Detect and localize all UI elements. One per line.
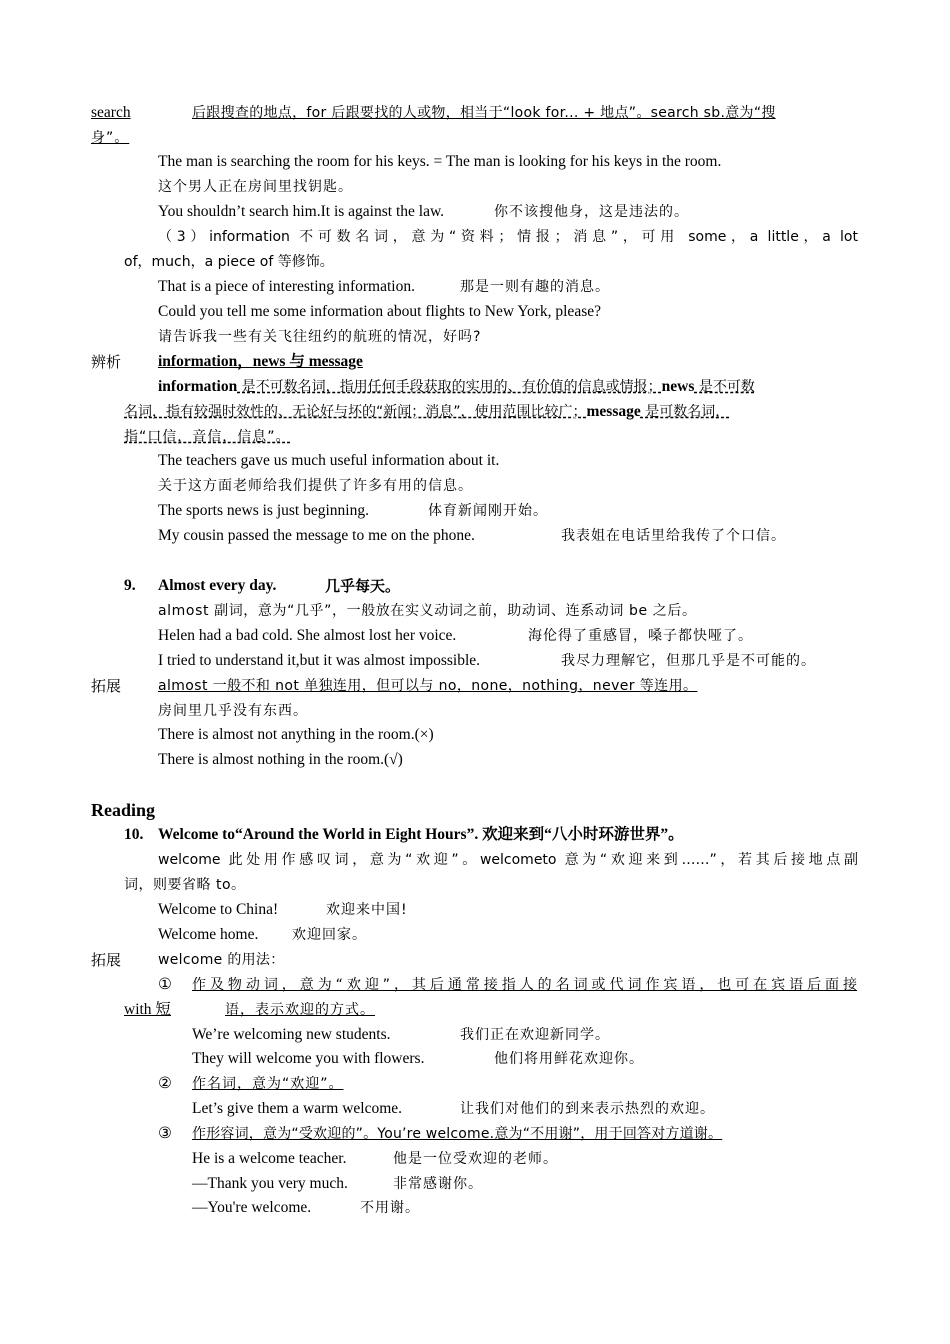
usage-3-example-3-zh: 不用谢。 xyxy=(360,1200,420,1216)
bianxi-title: information，news 与 message xyxy=(158,353,363,370)
term-message: message xyxy=(586,403,641,420)
bianxi-body-1 xyxy=(158,377,858,397)
usage-1-desc-2a: with 短 xyxy=(124,1001,171,1018)
bianxi-body-3: 指“口信，音信，信息”。 xyxy=(124,429,291,445)
bianxi-example-3-zh: 我表姐在电话里给我传了个口信。 xyxy=(561,528,786,544)
section-heading-reading: Reading xyxy=(91,800,156,820)
bianxi-body-1-text-b: 是不可数 xyxy=(694,379,755,395)
welcome-example-2-en: Welcome home. xyxy=(158,926,259,943)
bianxi-body-2-text-a: 名词，指有较强时效性的、无论好与坏的“新闻；消息”，使用范围比较广； xyxy=(124,404,587,420)
usage-1-example-1-en: We’re welcoming new students. xyxy=(192,1026,391,1043)
usage-1-desc-1: 作及物动词，意为“欢迎”，其后通常接指人的名词或代词作宾语，也可在宾语后面接 xyxy=(192,977,857,993)
usage-3-example-1-en: He is a welcome teacher. xyxy=(192,1150,347,1167)
item-10-number: 10. xyxy=(124,826,144,843)
item-9-number: 9. xyxy=(124,577,136,594)
information-example-2-zh: 请告诉我一些有关飞往纽约的航班的情况，好吗? xyxy=(158,329,482,345)
bianxi-body-2-text-b: 是可数名词， xyxy=(640,404,730,420)
bianxi-body-2 xyxy=(124,402,729,422)
term-search: search xyxy=(91,104,131,121)
usage-3-example-3-en: —You're welcome. xyxy=(192,1199,312,1216)
usage-1-example-1-zh: 我们正在欢迎新同学。 xyxy=(460,1027,610,1043)
almost-extension-example-right: There is almost nothing in the room.(√) xyxy=(158,751,403,768)
information-desc-2: of，much，a piece of 等修饰。 xyxy=(124,254,334,270)
almost-extension-zh: 房间里几乎没有东西。 xyxy=(158,703,308,719)
welcome-example-2-zh: 欢迎回家。 xyxy=(292,927,367,943)
almost-example-1-en: Helen had a bad cold. She almost lost her voice. xyxy=(158,627,457,644)
tuozhan-label-welcome: 拓展 xyxy=(91,951,122,969)
search-example-2-en: You shouldn’t search him.It is against the law. xyxy=(158,203,445,220)
search-example-1-en: The man is searching the room for his keys. = The man is looking for his keys in the room. xyxy=(158,153,722,170)
information-desc-1: （3）information 不可数名词，意为“资料；情报；消息”，可用 some，a little，a lot xyxy=(158,229,858,245)
almost-example-2-zh: 我尽力理解它，但那几乎是不可能的。 xyxy=(561,653,816,669)
information-example-1-zh: 那是一则有趣的消息。 xyxy=(460,279,610,295)
welcome-desc-1: welcome 此处用作感叹词，意为“欢迎”。welcometo 意为“欢迎来到……”，若其后接地点副 xyxy=(158,852,858,868)
bianxi-example-3-en: My cousin passed the message to me on the phone. xyxy=(158,527,475,544)
bianxi-example-1-en: The teachers gave us much useful information about it. xyxy=(158,452,500,469)
welcome-desc-2: 词，则要省略 to。 xyxy=(124,877,246,893)
item-9-title-zh: 几乎每天。 xyxy=(325,577,401,595)
bianxi-example-2-zh: 体育新闻刚开始。 xyxy=(428,503,548,519)
usage-1-marker: ① xyxy=(158,976,172,993)
almost-example-1-zh: 海伦得了重感冒，嗓子都快哑了。 xyxy=(528,628,753,644)
almost-example-2-en: I tried to understand it,but it was almost impossible. xyxy=(158,652,481,669)
information-example-2-en: Could you tell me some information about flights to New York, please? xyxy=(158,303,601,320)
usage-2-desc: 作名词，意为“欢迎”。 xyxy=(192,1076,344,1092)
almost-desc: almost 副词，意为“几乎”，一般放在实义动词之前，助动词、连系动词 be 之后。 xyxy=(158,603,697,619)
item-10-title: Welcome to“Around the World in Eight Hours”. 欢迎来到“八小时环游世界”。 xyxy=(158,826,684,843)
usage-3-example-1-zh: 他是一位受欢迎的老师。 xyxy=(393,1151,558,1167)
search-example-2-zh: 你不该搜他身，这是违法的。 xyxy=(494,204,689,220)
tuozhan-label-almost: 拓展 xyxy=(91,677,122,695)
welcome-example-1-en: Welcome to China! xyxy=(158,901,279,918)
usage-3-desc: 作形容词，意为“受欢迎的”。You’re welcome.意为“不用谢”，用于回答对方道谢。 xyxy=(192,1126,723,1142)
almost-extension-example-wrong: There is almost not anything in the room.(×) xyxy=(158,726,434,743)
bianxi-example-1-zh: 关于这方面老师给我们提供了许多有用的信息。 xyxy=(158,478,473,494)
item-9-title-en: Almost every day. xyxy=(158,577,277,594)
usage-3-example-2-zh: 非常感谢你。 xyxy=(393,1176,483,1192)
term-news: news xyxy=(661,378,695,395)
welcome-example-1-zh: 欢迎来中国! xyxy=(326,902,408,918)
information-example-1-en: That is a piece of interesting information. xyxy=(158,278,415,295)
search-desc-1: 后跟搜查的地点，for 后跟要找的人或物，相当于“look for... + 地点”。search sb.意为“搜 xyxy=(192,105,776,121)
usage-1-desc-2b: 语，表示欢迎的方式。 xyxy=(225,1002,375,1018)
usage-3-example-2-en: —Thank you very much. xyxy=(192,1175,348,1192)
usage-2-example-en: Let’s give them a warm welcome. xyxy=(192,1100,403,1117)
usage-3-marker: ③ xyxy=(158,1125,172,1142)
usage-2-example-zh: 让我们对他们的到来表示热烈的欢迎。 xyxy=(460,1101,715,1117)
usage-1-example-2-en: They will welcome you with flowers. xyxy=(192,1050,425,1067)
usage-2-marker: ② xyxy=(158,1075,172,1092)
term-information: information xyxy=(158,378,238,395)
bianxi-body-1-text-a: 是不可数名词，指用任何手段获取的实用的、有价值的信息或情报； xyxy=(237,379,662,395)
almost-extension-rule: almost 一般不和 not 单独连用，但可以与 no，none，nothing，never 等连用。 xyxy=(158,678,698,694)
welcome-usage-intro: welcome 的用法： xyxy=(158,952,285,968)
bianxi-example-2-en: The sports news is just beginning. xyxy=(158,502,369,519)
search-example-1-zh: 这个男人正在房间里找钥匙。 xyxy=(158,179,353,195)
search-desc-2: 身”。 xyxy=(91,130,130,146)
bianxi-label: 辨析 xyxy=(91,353,122,371)
usage-1-example-2-zh: 他们将用鲜花欢迎你。 xyxy=(494,1051,644,1067)
